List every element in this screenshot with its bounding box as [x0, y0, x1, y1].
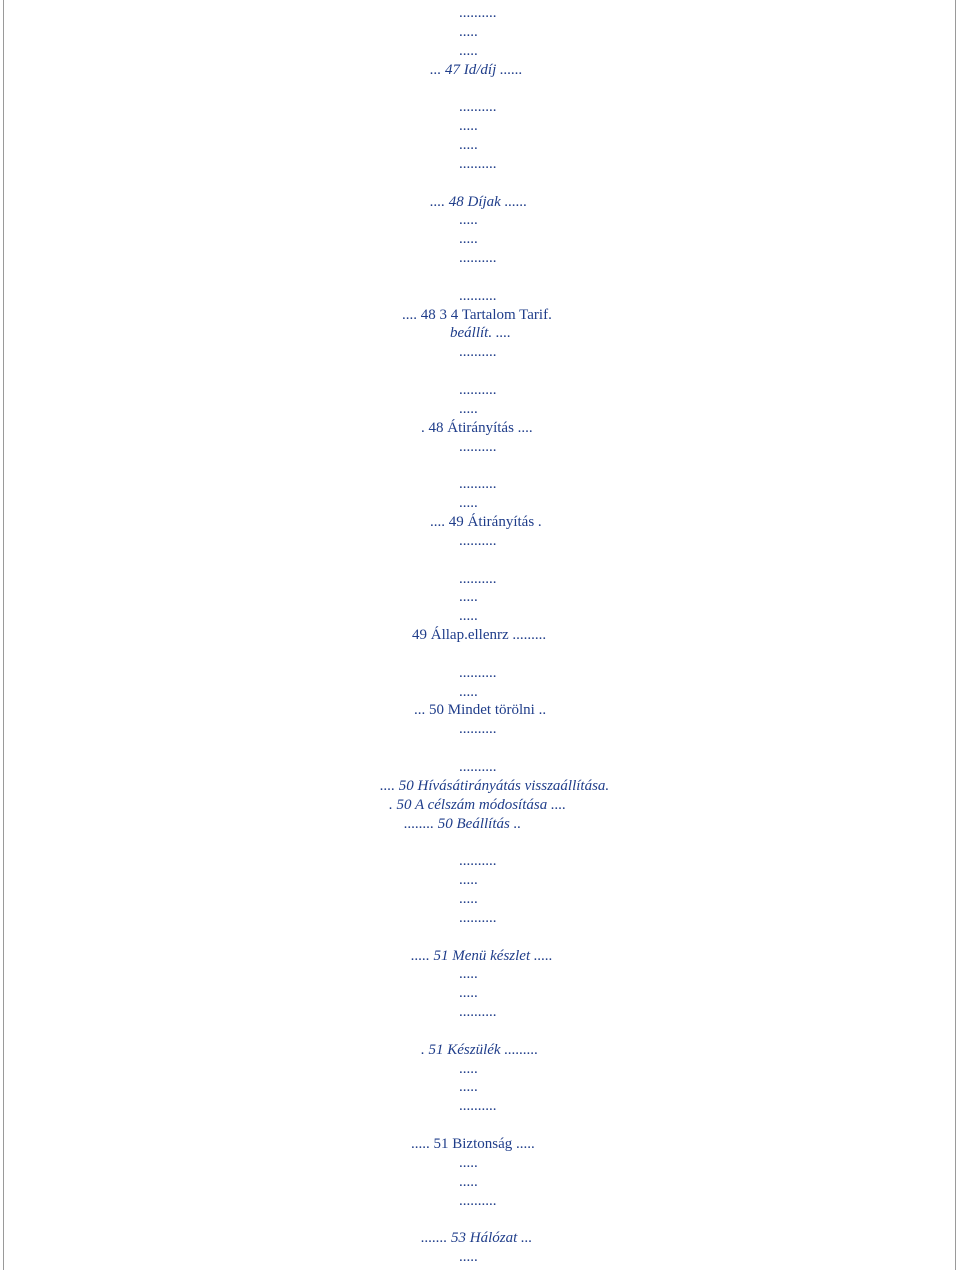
toc-line: .... 48 Díjak ...... — [430, 194, 528, 210]
toc-line: .......... — [459, 5, 497, 21]
toc-line: ..... — [459, 608, 478, 624]
toc-line: ... 47 Id/díj ...... — [430, 62, 523, 78]
toc-line: 49 Állap.ellenrz ......... — [412, 627, 547, 643]
toc-line: .......... — [459, 1004, 497, 1020]
toc-line: ..... — [459, 1061, 478, 1077]
toc-line: ..... 51 Biztonság ..... — [411, 1136, 535, 1152]
toc-line: .......... — [459, 250, 497, 266]
toc-line: .... 48 3 4 Tartalom Tarif. — [402, 307, 552, 323]
toc-line: .......... — [459, 476, 497, 492]
toc-line: ..... — [459, 231, 478, 247]
toc-line: .... 49 Átirányítás . — [430, 514, 542, 530]
toc-line: .......... — [459, 533, 497, 549]
toc-line: . 48 Átirányítás .... — [421, 420, 533, 436]
toc-line: ..... — [459, 24, 478, 40]
toc-line: . 51 Készülék ......... — [421, 1042, 539, 1058]
toc-line: .......... — [459, 721, 497, 737]
toc-line: ..... — [459, 985, 478, 1001]
toc-line: ..... — [459, 684, 478, 700]
toc-line: .......... — [459, 382, 497, 398]
toc-line: ... 50 Mindet törölni .. — [414, 702, 547, 718]
toc-line: . 50 A célszám módosítása .... — [389, 797, 566, 813]
toc-line: .......... — [459, 853, 497, 869]
toc-line: .......... — [459, 156, 497, 172]
toc-line: .......... — [459, 99, 497, 115]
toc-line: ..... — [459, 1249, 478, 1265]
toc-line: ..... — [459, 137, 478, 153]
toc-line: ..... — [459, 1155, 478, 1171]
toc-line: ..... — [459, 401, 478, 417]
toc-line: ..... — [459, 212, 478, 228]
toc-line: .......... — [459, 910, 497, 926]
toc-line: .......... — [459, 439, 497, 455]
toc-line: .......... — [459, 1193, 497, 1209]
toc-line: ....... 53 Hálózat ... — [421, 1230, 533, 1246]
toc-line: ..... — [459, 118, 478, 134]
toc-line: .......... — [459, 571, 497, 587]
toc-line: ..... — [459, 495, 478, 511]
toc-line: .......... — [459, 288, 497, 304]
toc-line: .......... — [459, 759, 497, 775]
toc-line: ..... — [459, 589, 478, 605]
toc-line: beállít. .... — [450, 325, 511, 341]
toc-line: ..... — [459, 891, 478, 907]
toc-line: ..... — [459, 872, 478, 888]
toc-line: ..... — [459, 1174, 478, 1190]
toc-line: .......... — [459, 665, 497, 681]
toc-line: ..... — [459, 43, 478, 59]
toc-line: ........ 50 Beállítás .. — [404, 816, 522, 832]
toc-line: .... 50 Hívásátirányátás visszaállítása. — [380, 778, 610, 794]
toc-line: .......... — [459, 1098, 497, 1114]
toc-line: ..... — [459, 1079, 478, 1095]
toc-line: .......... — [459, 344, 497, 360]
toc-line: ..... 51 Menü készlet ..... — [411, 948, 553, 964]
toc-line: ..... — [459, 966, 478, 982]
